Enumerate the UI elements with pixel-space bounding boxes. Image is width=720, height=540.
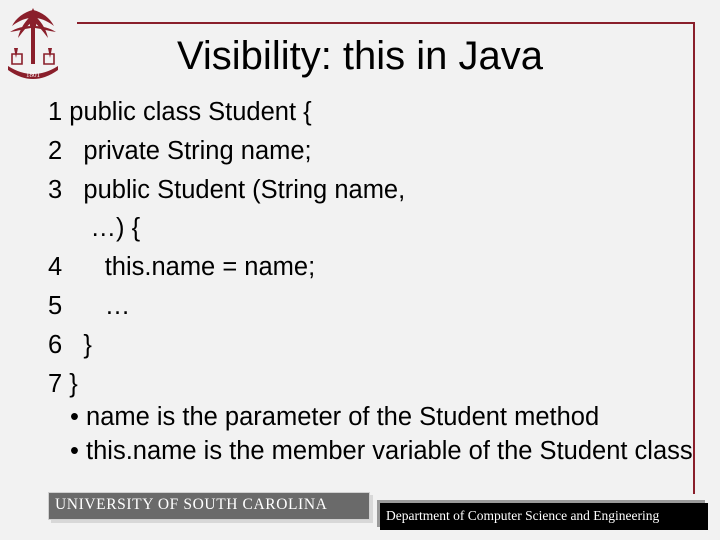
code-line: 3 public Student (String name,: [48, 175, 406, 204]
code-line: …) {: [48, 214, 141, 243]
department-footer: [380, 503, 708, 530]
code-line: 2 private String name;: [48, 136, 312, 165]
code-line: 1 public class Student {: [48, 98, 312, 126]
university-footer: [48, 492, 370, 520]
bullet-item: • name is the parameter of the Student method: [70, 403, 600, 431]
code-line: 4 this.name = name;: [48, 253, 316, 282]
bullet-list: [70, 400, 720, 468]
slide-title: Visibility: this in Java: [176, 34, 544, 78]
code-line: 5 …: [48, 291, 131, 320]
code-line: 7 }: [48, 369, 78, 398]
logo-year-text: 1801: [26, 71, 40, 79]
palmetto-tree-seal-icon: [4, 4, 62, 88]
bullet-item: • this.name is the member variable of the Student class: [70, 437, 693, 465]
code-block: [48, 96, 405, 406]
code-line: 6 }: [48, 330, 92, 359]
university-label: UNIVERSITY OF SOUTH CAROLINA: [55, 496, 328, 513]
department-label: Department of Computer Science and Engineering: [386, 508, 660, 523]
